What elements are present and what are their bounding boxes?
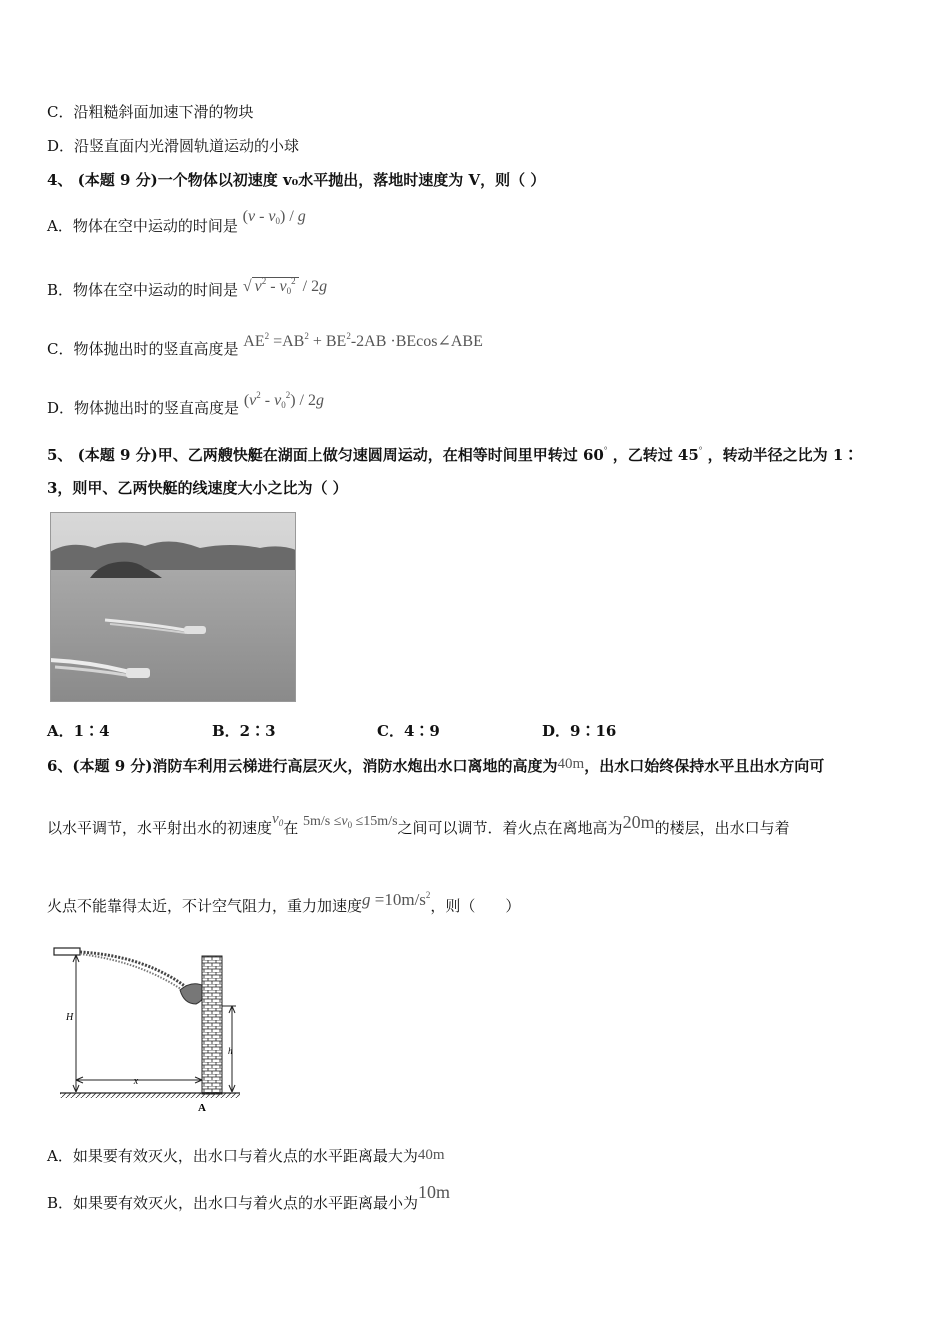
speedboat-2 (126, 668, 150, 678)
label-h-lower: h (228, 1046, 233, 1056)
gravity-value: $g =10m/s^2$ (362, 890, 431, 909)
option-a-q6: A．如果要有效灭火，出水口与着火点的水平距离最大为40m (47, 1147, 445, 1165)
option-a-q5: A．1∶4 (47, 722, 110, 740)
label-x: x (133, 1076, 139, 1087)
fire-spot (180, 984, 205, 1004)
formula-time-b: √ $v^2 - v_0^2 / 2g$ (242, 276, 328, 296)
formula-time-a: $(v - v_0)$ / g (242, 208, 306, 226)
question-6-stem-line2: 以水平调节，水平射出水的初速度$v_0$在 $5m/s \le v_0 \le 15m/s$之间可以调节．着火点在离地高为20m的楼层，出水口与着 (47, 811, 790, 837)
option-d-q3: D．沿竖直面内光滑圆轨道运动的小球 (47, 137, 300, 155)
label-a: A (198, 1102, 206, 1114)
speedboat-1 (184, 626, 206, 634)
option-c-q3: C．沿粗糙斜面加速下滑的物块 (47, 103, 254, 121)
option-c-q5: C．4∶9 (377, 722, 440, 740)
speedboats-photo (50, 512, 296, 702)
question-6-stem-line3: 火点不能靠得太近，不计空气阻力，重力加速度$g =10m/s^2$，则（ ） (47, 890, 521, 915)
symbol-v0: $v_0$ (272, 811, 284, 828)
option-d-q4: D．物体抛出时的竖直高度是 $(v^2 - v_0^2) / 2g$ (47, 390, 324, 417)
formula-height-d: $(v^2 - v_0^2) / 2g$ (243, 390, 324, 410)
question-6-stem-line1: 6、(本题 9 分)消防车利用云梯进行高层灭火，消防水炮出水口离地的高度为40m，出水口始终保持水平且出水方向可 (47, 756, 825, 775)
building-wall (202, 956, 222, 1094)
option-c-q4: C．物体抛出时的竖直高度是 $AE^2 =AB^2 + BE^2-2AB$ ·BEcos∠ABE (47, 331, 483, 358)
option-d-q5: D．9∶16 (542, 722, 617, 740)
option-b-q6: B．如果要有效灭火，出水口与着火点的水平距离最小为10m (47, 1182, 451, 1212)
nozzle (54, 948, 80, 955)
question-5-stem-line1: 5、 (本题 9 分)甲、乙两艘快艇在湖面上做匀速圆周运动，在相等时间里甲转过 60° ，乙转过 45° ，转动半径之比为 1∶ (47, 445, 859, 464)
question-5-stem-line2: 3，则甲、乙两快艇的线速度大小之比为（ ） (47, 479, 348, 497)
option-a-q4: A．物体在空中运动的时间是 $(v - v_0)$ / g (47, 208, 306, 235)
option-b-q4: B．物体在空中运动的时间是 √ $v^2 - v_0^2 / 2g$ (47, 276, 328, 299)
fire-hose-diagram (52, 942, 248, 1117)
question-4-stem: 4、 (本题 9 分)一个物体以初速度 v₀水平抛出，落地时速度为 V，则（ ） (47, 171, 546, 189)
velocity-range: $5m/s \le v_0 \le 15m/s$ (302, 814, 398, 830)
option-b-q5: B．2∶3 (212, 722, 276, 740)
label-h-upper: H (66, 1012, 74, 1023)
formula-height-c: $AE^2 =AB^2 + BE^2-2AB$ ·BEcos∠ABE (243, 331, 483, 350)
